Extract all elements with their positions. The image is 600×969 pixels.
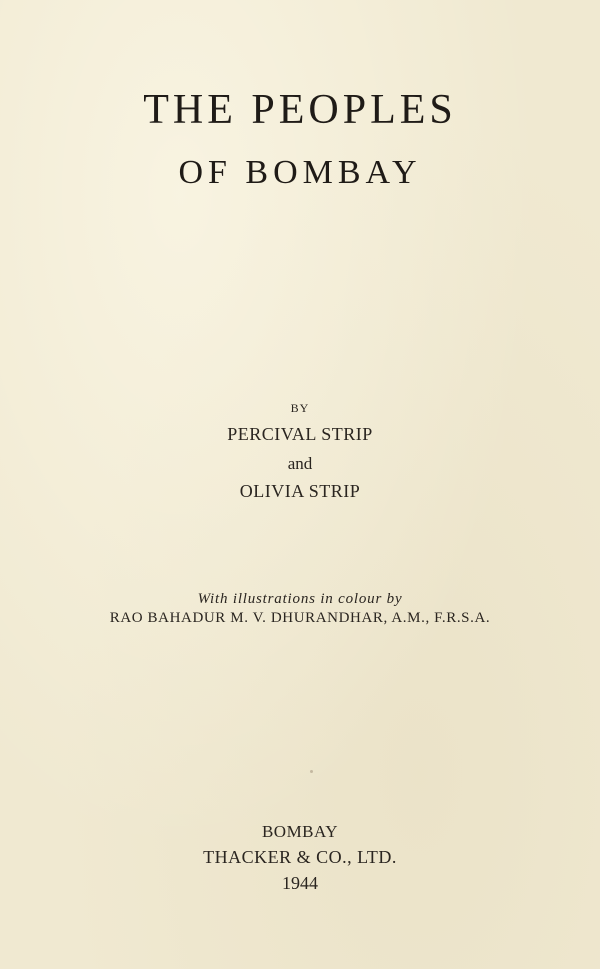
illustration-credit: With illustrations in colour by [197, 591, 403, 607]
publisher: THACKER & CO., LTD. [203, 847, 397, 867]
author-1: PERCIVAL STRIP [227, 424, 373, 444]
conjunction: and [287, 454, 313, 473]
publication-year: 1944 [282, 873, 318, 893]
by-label: BY [290, 401, 310, 415]
illustrator: RAO BAHADUR M. V. DHURANDHAR, A.M., F.R.S.A. [109, 610, 491, 626]
publication-place: BOMBAY [261, 822, 339, 841]
paper-speck [310, 770, 313, 773]
title-line-2: OF BOMBAY [178, 154, 422, 191]
author-2: OLIVIA STRIP [239, 481, 361, 501]
title-line-1: THE PEOPLES [143, 87, 457, 133]
